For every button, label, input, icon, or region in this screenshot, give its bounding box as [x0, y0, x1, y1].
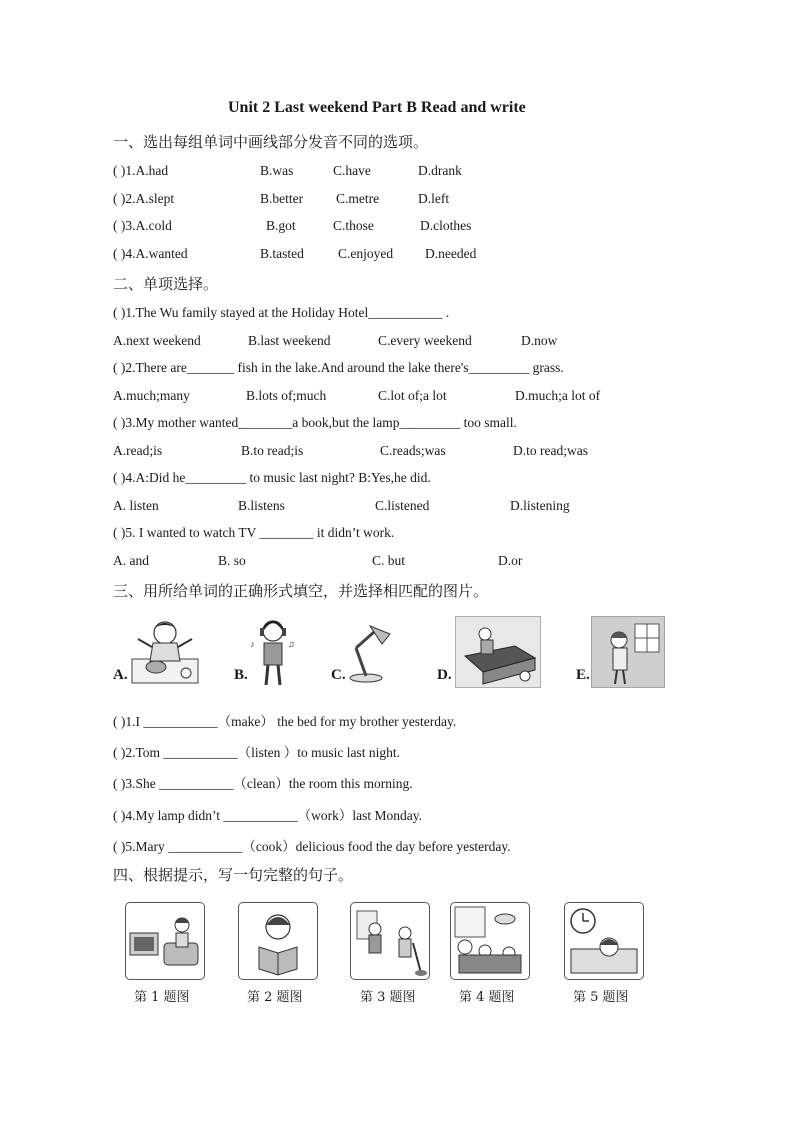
task-5-picture [564, 902, 644, 980]
s2-q2-c: C.lot of;a lot [378, 388, 447, 403]
task-3-picture [350, 902, 430, 980]
task-5-caption: 第 5 题图 [573, 990, 629, 1005]
picture-b-label: B. [234, 667, 248, 683]
girl-cooking-picture [130, 617, 200, 687]
s3-q2: ( )2.Tom ___________（listen ）to music last night. [113, 745, 401, 760]
s2-q1-b: B.last weekend [248, 333, 331, 348]
boy-headphones-picture [248, 617, 298, 689]
s2-q3-stem: ( )3.My mother wanted________a book,but the lamp_________ too small. [113, 415, 517, 430]
s2-q2-stem: ( )2.There are_______ fish in the lake.And around the lake there's_________ grass. [113, 360, 564, 375]
s1-q4-b: B.tasted [260, 246, 304, 261]
s3-q1: ( )1.I ___________（make） the bed for my brother yesterday. [113, 714, 457, 729]
family-meal-icon [451, 903, 529, 979]
s2-q1-a: A.next weekend [113, 333, 201, 348]
picture-d-label: D. [437, 667, 452, 683]
s2-q1-stem: ( )1.The Wu family stayed at the Holiday Hotel___________ . [113, 305, 450, 320]
s1-q4-stem: ( )4.A.wanted [113, 246, 188, 261]
task-2-caption: 第 2 题图 [247, 990, 303, 1005]
s2-q2-b: B.lots of;much [246, 388, 327, 403]
s2-q4-b: B.listens [238, 498, 285, 513]
task-4-caption: 第 4 题图 [459, 990, 515, 1005]
task-2-picture [238, 902, 318, 980]
page-title: Unit 2 Last weekend Part B Read and write [228, 99, 526, 116]
making-bed-picture [455, 616, 541, 688]
task-3-caption: 第 3 题图 [360, 990, 416, 1005]
task-1-picture [125, 902, 205, 980]
s2-q4-c: C.listened [375, 498, 430, 513]
section-3-heading: 三、用所给单词的正确形式填空，并选择相匹配的图片。 [113, 582, 489, 600]
s1-q4-c: C.enjoyed [338, 246, 394, 261]
s2-q1-d: D.now [521, 333, 558, 348]
s2-q3-b: B.to read;is [241, 443, 304, 458]
s2-q5-b: B. so [218, 553, 246, 568]
cleaning-room-picture [591, 616, 665, 688]
s2-q5-stem: ( )5. I wanted to watch TV ________ it didn’t work. [113, 525, 395, 540]
s2-q4-d: D.listening [510, 498, 570, 513]
s2-q4-stem: ( )4.A:Did he_________ to music last night? B:Yes,he did. [113, 470, 431, 485]
s2-q2-a: A.much;many [113, 388, 190, 403]
s3-q5: ( )5.Mary ___________（cook）delicious food the day before yesterday. [113, 839, 511, 854]
s2-q2-d: D.much;a lot of [515, 388, 601, 403]
s1-q3-stem: ( )3.A.cold [113, 218, 172, 233]
svg-text:♪: ♪ [250, 639, 255, 649]
picture-e-label: E. [576, 667, 590, 683]
picture-a-label: A. [113, 667, 128, 683]
s1-q4-d: D.needed [425, 246, 477, 261]
s2-q5-a: A. and [113, 553, 149, 568]
task-4-picture [450, 902, 530, 980]
s2-q1-c: C.every weekend [378, 333, 472, 348]
s1-q1-b: B.was [260, 163, 294, 178]
picture-c-label: C. [331, 667, 346, 683]
reading-book-icon [239, 903, 317, 979]
s1-q3-d: D.clothes [420, 218, 472, 233]
s1-q2-b: B.better [260, 191, 304, 206]
svg-text:♫: ♫ [288, 639, 295, 649]
s2-q5-d: D.or [498, 553, 523, 568]
s3-q4: ( )4.My lamp didn’t ___________（work）last Monday. [113, 808, 422, 823]
section-1-heading: 一、选出每组单词中画线部分发音不同的选项。 [113, 133, 429, 151]
desk-lamp-picture [344, 622, 394, 684]
sleeping-clock-icon [565, 903, 643, 979]
s1-q1-c: C.have [333, 163, 371, 178]
s1-q2-stem: ( )2.A.slept [113, 191, 175, 206]
s3-q3: ( )3.She ___________（clean）the room this morning. [113, 776, 413, 791]
cleaning-icon [351, 903, 429, 979]
s1-q1-d: D.drank [418, 163, 462, 178]
s1-q2-d: D.left [418, 191, 450, 206]
s2-q3-d: D.to read;was [513, 443, 588, 458]
s2-q3-a: A.read;is [113, 443, 163, 458]
section-2-heading: 二、单项选择。 [113, 275, 219, 293]
s1-q3-b: B.got [266, 218, 296, 233]
s1-q2-c: C.metre [336, 191, 380, 206]
s2-q3-c: C.reads;was [380, 443, 446, 458]
watching-tv-icon [126, 903, 204, 979]
s2-q4-a: A. listen [113, 498, 159, 513]
section-4-heading: 四、根据提示，写一句完整的句子。 [113, 866, 354, 884]
task-1-caption: 第 1 题图 [134, 990, 190, 1005]
s2-q5-c: C. but [372, 553, 406, 568]
s1-q1-stem: ( )1.A.had [113, 163, 169, 178]
s1-q3-c: C.those [333, 218, 374, 233]
